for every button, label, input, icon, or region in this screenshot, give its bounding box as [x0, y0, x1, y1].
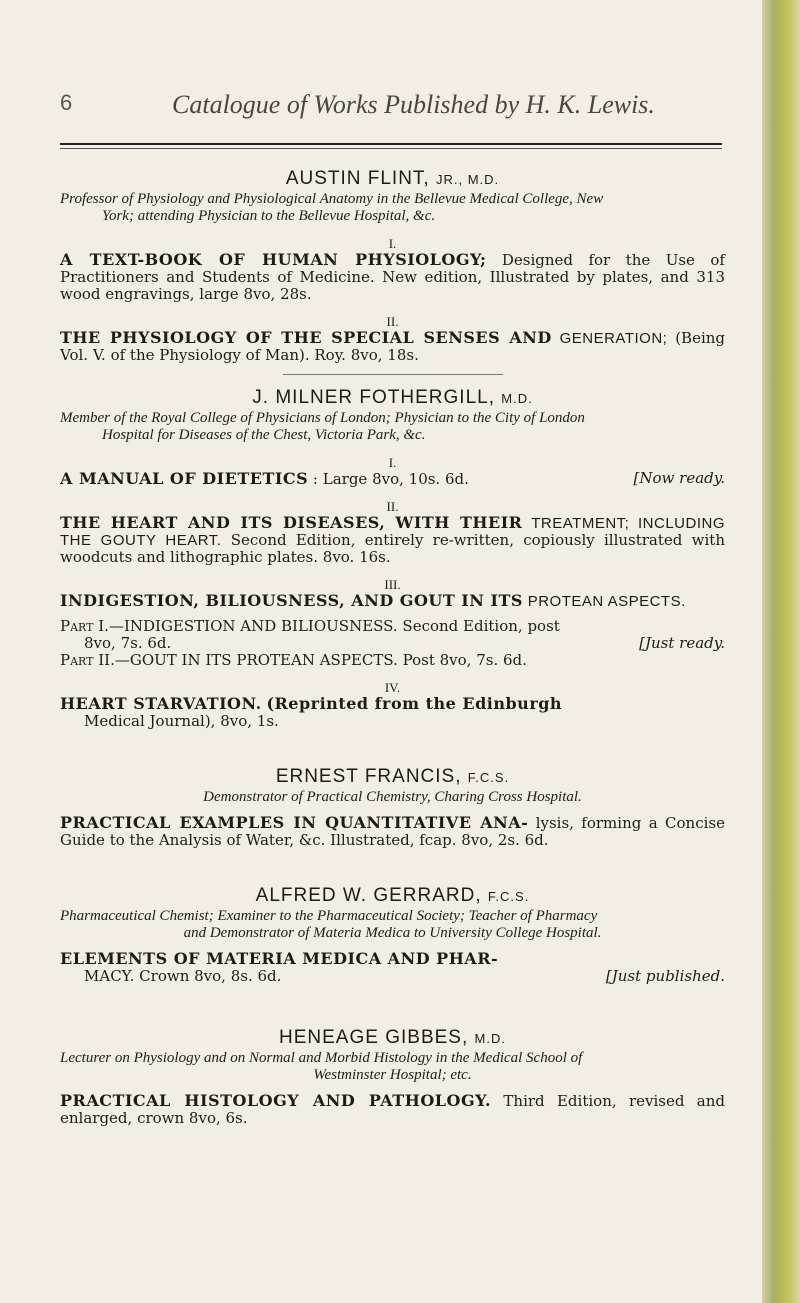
- author-section-gibbes: [60, 1027, 725, 1127]
- author-section-francis: [60, 766, 725, 849]
- author-section-gerrard: [60, 885, 725, 985]
- entry-number: I.: [388, 236, 397, 251]
- book-entry: [60, 695, 725, 713]
- author-name: AUSTIN FLINT,: [285, 168, 430, 189]
- header-rule-thin: [60, 148, 722, 149]
- entry-number: II.: [386, 499, 399, 514]
- book-title: A MANUAL OF DIETETICS: [60, 469, 309, 488]
- book-description: Third Edition, revised and enlarged, crown 8vo, 6s.: [60, 1092, 726, 1127]
- author-affiliation: Demonstrator of Practical Chemistry, Charing Cross Hospital.: [203, 789, 582, 805]
- book-description: : Large 8vo, 10s. 6d.: [312, 470, 469, 488]
- book-subtitle: PROTEAN ASPECTS.: [527, 593, 686, 610]
- author-affiliation: Professor of Physiology and Physiological Anatomy in the Bellevue Medical College, New: [60, 191, 604, 207]
- book-title: A TEXT-BOOK OF HUMAN PHYSIOLOGY;: [60, 250, 487, 269]
- book-subtitle: TREATMENT; INCLUDING THE GOUTY HEART.: [60, 515, 725, 549]
- book-title: PRACTICAL HISTOLOGY AND PATHOLOGY.: [60, 1091, 492, 1110]
- book-description: lysis, forming a Concise Guide to the Analysis of Water, &c. Illustrated, fcap. 8vo, 2s. 6d.: [60, 814, 725, 849]
- author-name: J. MILNER FOTHERGILL,: [252, 387, 495, 408]
- book-entry: [60, 514, 725, 566]
- page-number: 6: [60, 90, 73, 115]
- book-entry: [60, 1092, 725, 1127]
- book-title: INDIGESTION, BILIOUSNESS, AND GOUT IN ITS: [60, 591, 523, 610]
- author-section-fothergill: [60, 387, 725, 730]
- book-entry: [60, 950, 725, 968]
- book-entry: [60, 470, 725, 488]
- book-title: PRACTICAL EXAMPLES IN QUANTITATIVE ANA-: [60, 813, 529, 832]
- book-description: Medical Journal), 8vo, 1s.: [84, 712, 279, 730]
- book-entry: [60, 592, 725, 610]
- part-label: Part II.: [60, 651, 115, 669]
- book-description: MACY. Crown 8vo, 8s. 6d.: [84, 967, 282, 985]
- book-description: Second Edition, entirely re-written, copiously illustrated with woodcuts and lithographic plates. 8vo. 16s.: [60, 531, 725, 566]
- page-header: [60, 90, 720, 130]
- author-affiliation: Lecturer on Physiology and on Normal and Morbid Histology in the Medical School of: [60, 1050, 583, 1066]
- entry-number: II.: [386, 314, 399, 329]
- book-note: (Reprinted from the Edinburgh: [266, 694, 563, 713]
- book-binding-edge: [762, 0, 800, 1303]
- author-affiliation: Member of the Royal College of Physicians of London; Physician to the City of London: [60, 410, 585, 426]
- book-subtitle: GENERATION;: [559, 330, 668, 347]
- entry-number: IV.: [384, 680, 401, 695]
- author-affiliation: York; attending Physician to the Bellevue Hospital, &c.: [102, 208, 436, 224]
- book-entry: [60, 814, 725, 849]
- author-name: ERNEST FRANCIS,: [275, 766, 462, 787]
- book-description: Designed for the Use of Practitioners and Students of Medicine. New edition, Illustrated by plates, and 313 wood engravings, large 8vo, 28s.: [60, 251, 725, 303]
- author-section-flint: [60, 168, 725, 375]
- author-affiliation: Pharmaceutical Chemist; Examiner to the Pharmaceutical Society; Teacher of Pharmacy: [60, 908, 598, 924]
- book-title: THE HEART AND ITS DISEASES, WITH THEIR: [60, 513, 523, 532]
- book-title: ELEMENTS OF MATERIA MEDICA AND PHAR-: [60, 949, 499, 968]
- book-part: [60, 618, 725, 635]
- author-degree: F.C.S.: [467, 770, 510, 785]
- author-affiliation: Westminster Hospital; etc.: [313, 1067, 472, 1083]
- availability-note: [Now ready.: [633, 469, 725, 487]
- author-degree: F.C.S.: [487, 889, 530, 904]
- book-entry: [60, 329, 725, 364]
- book-part-price-row: [60, 635, 725, 652]
- catalogue-content: [60, 160, 725, 1127]
- part-text: —INDIGESTION AND BILIOUSNESS. Second Edition, post: [108, 617, 560, 635]
- author-name: HENEAGE GIBBES,: [279, 1027, 469, 1048]
- entry-number: III.: [384, 577, 401, 592]
- part-label: Part I.: [60, 617, 109, 635]
- part-price: 8vo, 7s. 6d.: [84, 634, 172, 652]
- author-name: ALFRED W. GERRARD,: [255, 885, 482, 906]
- availability-note: [Just ready.: [639, 634, 725, 652]
- book-description: (Being Vol. V. of the Physiology of Man). Roy. 8vo, 18s.: [60, 329, 725, 364]
- entry-number: I.: [388, 455, 397, 470]
- book-entry-detail: [60, 968, 725, 985]
- author-affiliation: and Demonstrator of Materia Medica to University College Hospital.: [183, 925, 602, 941]
- author-degree: JR., M.D.: [436, 172, 500, 187]
- section-divider: [283, 374, 503, 375]
- availability-note: [Just published.: [605, 967, 725, 985]
- header-rule: [60, 143, 722, 145]
- book-title: HEART STARVATION.: [60, 694, 262, 713]
- part-text: —GOUT IN ITS PROTEAN ASPECTS. Post 8vo, 7s. 6d.: [114, 651, 527, 669]
- book-entry: [60, 251, 725, 303]
- book-title: THE PHYSIOLOGY OF THE SPECIAL SENSES AND: [60, 328, 552, 347]
- author-degree: M.D.: [501, 391, 533, 406]
- running-title: Catalogue of Works Published by H. K. Lewis.: [172, 90, 655, 119]
- author-degree: M.D.: [474, 1031, 506, 1046]
- author-affiliation: Hospital for Diseases of the Chest, Victoria Park, &c.: [102, 427, 426, 443]
- book-part: [60, 652, 725, 669]
